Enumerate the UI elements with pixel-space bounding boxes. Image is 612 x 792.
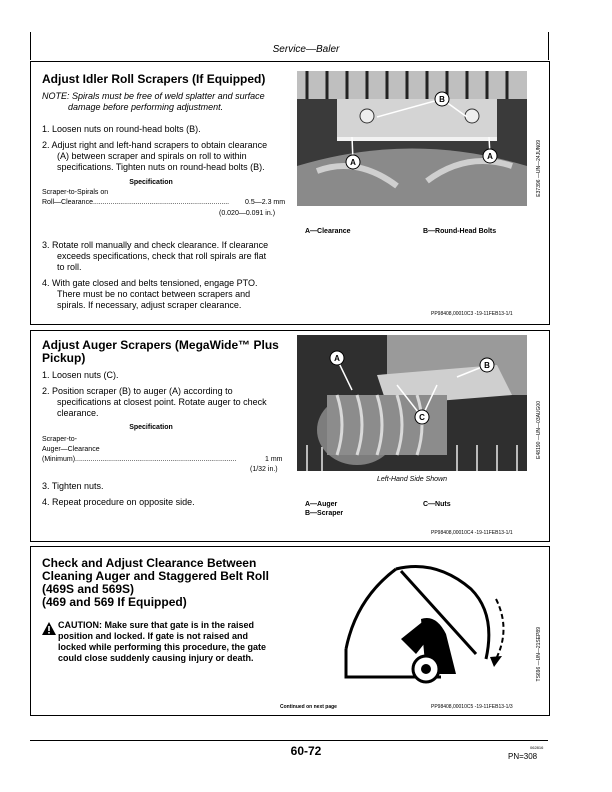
step-2-cont: clearance. xyxy=(57,408,99,418)
step-4-cont: spirals. If necessary, adjust scraper clearance. xyxy=(57,300,242,310)
footer-ref: PP98408,00010C5 -19-11FEB13-1/3 xyxy=(431,704,513,710)
spec-label: Scraper-to-Spirals on xyxy=(42,189,109,196)
section-auger-scrapers xyxy=(30,330,550,542)
legend-a: A—Auger xyxy=(305,501,338,508)
note-line: NOTE: Spirals must be free of weld splatter and surface xyxy=(42,91,265,101)
step-2: 2. Adjust right and left-hand scrapers to obtain clearance xyxy=(42,140,268,150)
section-title-cont: (469 and 569 If Equipped) xyxy=(42,595,187,609)
legend-b: B—Round-Head Bolts xyxy=(423,228,497,235)
caution-text: CAUTION: Make sure that gate is in the raised xyxy=(58,620,255,630)
step-3-cont: exceeds specifications, check that roll spirals are flat xyxy=(57,251,267,261)
page-number: 60-72 xyxy=(290,744,322,758)
callout-c: C xyxy=(419,413,425,422)
spec-heading: Specification xyxy=(129,179,173,186)
caution-text: locked while performing this procedure, the gate xyxy=(58,642,267,652)
step-4-cont: There must be no contact between scrapers and xyxy=(57,289,251,299)
running-header: Service—Baler xyxy=(272,44,340,55)
caution-text: could close suddenly causing injury or death. xyxy=(58,653,254,663)
raised-gate-illustration xyxy=(326,559,516,689)
doc-code: 062816 xyxy=(530,745,544,750)
step-4: 4. Repeat procedure on opposite side. xyxy=(42,497,195,507)
idler-roll-photo xyxy=(297,71,527,206)
step-1: 1. Loosen nuts on round-head bolts (B). xyxy=(42,124,201,134)
step-1: 1. Loosen nuts (C). xyxy=(42,370,119,380)
section-title: Check and Adjust Clearance Between xyxy=(42,556,257,570)
callout-a: A xyxy=(334,354,340,363)
spec-leader: (Minimum)................................................................................... xyxy=(42,456,237,463)
spec-leader: Roll—Clearance...................................................................... xyxy=(42,199,230,206)
legend-c: C—Nuts xyxy=(423,501,451,508)
footer-ref: PP98408,00010C3 -19-11FEB13-1/1 xyxy=(431,311,513,317)
auger-illustration xyxy=(297,335,527,471)
legend-b: B—Scraper xyxy=(305,510,344,517)
step-2-cont: specifications. Tighten nuts on round-head bolts (B). xyxy=(57,162,265,172)
step-2: 2. Position scraper (B) to auger (A) according to xyxy=(42,386,233,396)
spec-label: Scraper-to- xyxy=(42,436,78,443)
spec-value: 0.5—2.3 mm xyxy=(245,199,286,206)
section-title: Adjust Auger Scrapers (MegaWide™ Plus xyxy=(42,338,279,352)
footer-rule xyxy=(30,740,548,741)
pn-number: PN=308 xyxy=(508,752,538,761)
legend-a: A—Clearance xyxy=(305,228,351,235)
callout-a: A xyxy=(350,158,356,167)
section-title-cont: Pickup) xyxy=(42,351,86,365)
footer-ref: PP98408,00010C4 -19-11FEB13-1/1 xyxy=(431,530,513,536)
image-id: E37396 —UN—24JUN09 xyxy=(536,140,542,197)
spec-value: 1 mm xyxy=(265,456,283,463)
auger-photo xyxy=(297,335,527,471)
image-id: E48190 —UN—03AUG00 xyxy=(536,401,542,459)
spec-label xyxy=(42,455,282,465)
step-3-cont: to roll. xyxy=(57,262,82,272)
step-3: 3. Tighten nuts. xyxy=(42,481,104,491)
section-title-cont: (469S and 569S) xyxy=(42,582,135,596)
section-title-cont: Cleaning Auger and Staggered Belt Roll xyxy=(42,569,269,583)
warning-triangle-icon xyxy=(42,622,56,635)
section-title: Adjust Idler Roll Scrapers (If Equipped) xyxy=(42,72,266,86)
section-idler-roll-scrapers xyxy=(30,61,550,325)
spec-label: Auger—Clearance xyxy=(42,446,100,453)
image-id: TS696 —UN—21SEP89 xyxy=(536,627,542,682)
spec-heading: Specification xyxy=(129,424,173,431)
continued-note: Continued on next page xyxy=(280,704,337,710)
callout-a: A xyxy=(487,152,493,161)
spec-value-imperial: (0.020—0.091 in.) xyxy=(219,210,276,217)
step-2-cont: specifications at closest point. Rotate auger to check xyxy=(57,397,267,407)
callout-b: B xyxy=(439,95,445,104)
section-cleaning-auger-clearance xyxy=(30,546,550,716)
idler-roll-illustration xyxy=(297,71,527,206)
callout-b: B xyxy=(484,361,490,370)
step-2-cont: (A) between scraper and spirals on roll to within xyxy=(57,151,247,161)
spec-value-imperial: (1/32 in.) xyxy=(250,466,278,473)
note-line: damage before performing adjustment. xyxy=(68,102,224,112)
caution-text: position and locked. If gate is not raised and xyxy=(58,631,249,641)
step-4: 4. With gate closed and belts tensioned, engage PTO. xyxy=(42,278,258,288)
step-3: 3. Rotate roll manually and check clearance. If clearance xyxy=(42,240,269,250)
figure-caption: Left-Hand Side Shown xyxy=(376,476,448,483)
